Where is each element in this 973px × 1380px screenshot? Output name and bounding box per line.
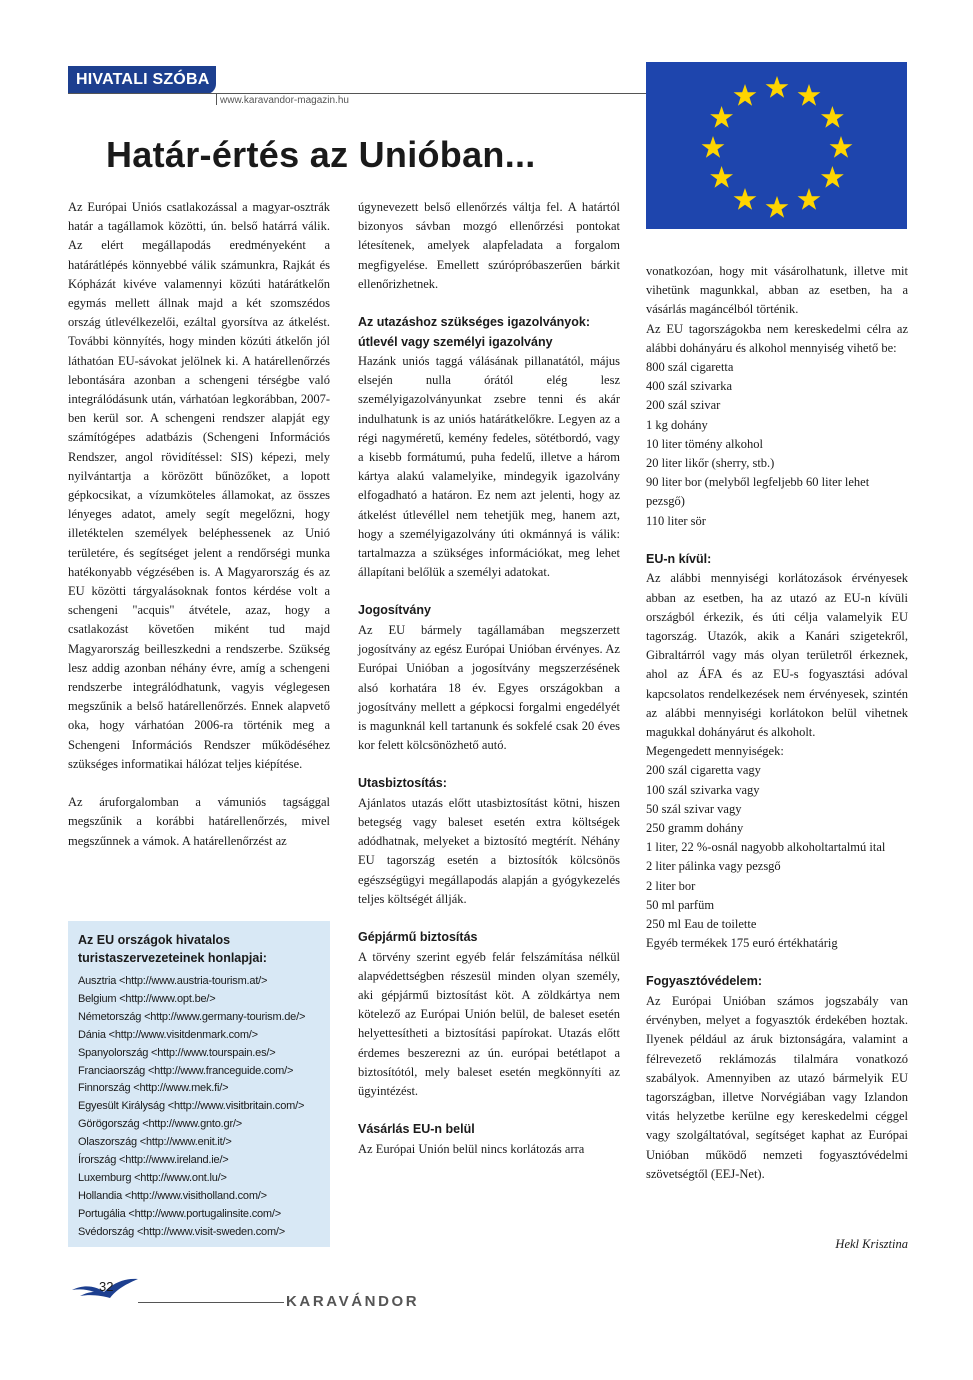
list-item: 1 kg dohány	[646, 417, 708, 432]
link-item[interactable]: Dánia <http://www.visitdenmark.com/>	[78, 1028, 258, 1041]
paragraph: A törvény szerint egyéb felár felszámítása nélkül alapvédettségben részesül minden olyan személy, aki gépjármű biztosítást köt. A zöldkártya nem kötelező az Európai Unión belül, de baleset esetén helyettesítheti a biztosítási papírokat. Utazás előtt érdemes beszerezni az ún. európai betétlapot a biztosítótól, mely baleset esetén megkönnyíti az ügyintézést.	[358, 949, 620, 1099]
link-item[interactable]: Portugália <http://www.portugalinsite.com/>	[78, 1207, 281, 1220]
footer-divider	[138, 1302, 284, 1303]
list-item: 90 liter bor (melyből legfeljebb 60 liter lehet pezsgő)	[646, 475, 870, 509]
link-item[interactable]: Görögország <http://www.gnto.gr/>	[78, 1118, 242, 1131]
list-item: 250 gramm dohány	[646, 820, 744, 835]
link-item[interactable]: Finnország <http://www.mek.fi/>	[78, 1082, 229, 1095]
list-item: 100 szál szivarka vagy	[646, 782, 760, 797]
links-box-title: Az EU országok hivatalos turistaszervezeteinek honlapjai:	[78, 933, 267, 965]
paragraph: úgynevezett belső ellenőrzés váltja fel. A határtól bizonyos sávban mozgó ellenőrzési pontokat létesítenek, amelyek alapfeladata a forgalom megfigyelése. Emellett szúrópróbaszerűen bárkit ellenőrizhetnek.	[358, 200, 620, 291]
list-item: Egyéb termékek 175 euró értékhatárig	[646, 936, 838, 951]
subheading-license: Jogosítvány	[358, 603, 431, 618]
eu-limits-list	[646, 358, 908, 531]
link-item[interactable]: Írország <http://www.ireland.ie/>	[78, 1154, 229, 1167]
page-number: 32	[99, 1279, 114, 1294]
eu-star-icon	[798, 188, 821, 210]
list-item: 10 liter tömény alkohol	[646, 436, 763, 451]
list-item: 2 liter bor	[646, 878, 696, 893]
author-name: Hekl Krisztina	[835, 1237, 908, 1251]
paragraph: Hazánk uniós taggá válásának pillanatától, május elsején nulla órától elég lesz személyigazolványunkat zsebre tenni és akár indulhatunk is az uniós határátkelőkre. Legyen az a régi nagyméretű, kemény fedeles, sötétbordó, vagy a kisebb formátumú, puha fedelű, illetve a három kártya alakú valamelyike, mindegyik igazolvány elfogadható a határon. Ez nem azt jelenti, hogy az átkelést útlevéllel nem tehetjük meg, hanem azt, hogy a személyigazolvány úti okmánnyá is válik: tartalmazza a szükséges információkat, meg lehet állapítani belőlük a személyi adatokat.	[358, 354, 620, 580]
section-label: HIVATALI SZÓBA	[68, 66, 216, 94]
list-item: 250 ml Eau de toilette	[646, 917, 757, 931]
magazine-name: KARAVÁNDOR	[286, 1293, 420, 1310]
link-item[interactable]: Svédország <http://www.visit-sweden.com/>	[78, 1225, 286, 1238]
subheading-ids: Az utazáshoz szükséges igazolványok: útlevél vagy személyi igazolvány	[358, 315, 591, 349]
list-item: 200 szál cigaretta vagy	[646, 763, 761, 778]
eu-star-icon	[734, 188, 757, 210]
header-divider	[68, 93, 646, 94]
eu-star-icon	[798, 84, 821, 106]
eu-star-icon	[821, 166, 844, 188]
customs-paragraph: Az áruforgalomban a vámuniós tagsággal megszűnik a korábbi határellenőrzés, mivel megszűnnek a vámok. A határellenőrzést az	[68, 795, 330, 848]
header-divider-vertical	[216, 93, 217, 105]
paragraph: Ajánlatos utazás előtt utasbiztosítást kötni, hiszen betegség vagy baleset esetén extra költségek adódhatnak, melyeket a biztosító megtérít. Néhány EU tagország esetén a biztosítók kölcsönös egészségügyi megállapodás alapján a gyógykezelés teljes költségét állják.	[358, 795, 620, 906]
link-item[interactable]: Franciaország <http://www.franceguide.com/>	[78, 1064, 294, 1077]
list-item: 1 liter, 22 %-osnál nagyobb alkoholtartalmú ital	[646, 840, 886, 855]
subheading-insurance: Utasbiztosítás:	[358, 776, 447, 791]
subheading-shopping: Vásárlás EU-n belül	[358, 1122, 475, 1137]
article-column-3	[646, 262, 908, 1184]
tourism-links-box	[68, 921, 330, 1247]
paragraph: Az Európai Unióban számos jogszabály van érvényben, melyet a fogyasztók érdekében hoztak. Ilyenek például az áruk biztonságára, valamint a félrevezető reklámozás tilalmára vonatkozó szabályok. Amennyiben az utazó bármelyik EU tagországban, illetve Norvégiában vagy Izlandon vitás helyzetbe kerülne egy kereskedelmi céggel vagy szolgáltatóval, segítséget kaphat az Európai Unióban működő nemzeti fogyasztóvédelmi szövetségtől (EEJ-Net).	[646, 993, 908, 1181]
eu-star-icon	[710, 166, 733, 188]
eu-star-icon	[830, 136, 853, 158]
paragraph: Az EU bármely tagállamában megszerzett jogosítvány az egész Európai Unióban érvényes. Az Európai Unióban a jogosítvány megszerzésének alsó korhatára 18 év. Egyes országokban a jogosítvány mellett a gépkocsi forgalmi engedélyét is magunknál kell tartanunk és sokfelé csak 20 éves kor felett kölcsönözhető autó.	[358, 622, 620, 753]
link-item[interactable]: Spanyolország <http://www.tourspain.es/>	[78, 1046, 276, 1059]
link-item[interactable]: Németország <http://www.germany-tourism.de/>	[78, 1010, 306, 1023]
list-item: 400 szál szivarka	[646, 379, 733, 394]
list-item: 20 liter likőr (sherry, stb.)	[646, 456, 775, 471]
list-item: 50 szál szivar vagy	[646, 801, 742, 816]
links-list	[78, 973, 330, 1242]
intro-paragraph: Az Európai Uniós csatlakozással a magyar-osztrák határ a tagállamok közötti, ún. belső határrá válik. Az elért megállapodás eredményeként a határátlépés könnyebbé válik számunkra, Rajkát és Kópházát kivéve valamennyi közúti határátkelőn egymás mellett állnak majd a két szomszédos ország útlevélkezelői, ezáltal gyorsítva az átkelést. További könnyítés, hogy minden közúti átkelőn jól láthatóan EU-sávokat jelölnek ki. A határellenőrzés lebontására azonban a schengeni térségbe való integrálódásunk után, várhatóan legkorábban, 2007-ben kerül sor. A schengeni rendszer alapját egy számítógépes adatbázis (Schengeni Információs Rendszer, angol rövidítéssel: SIS) képezi, mely nyilvántartja a körözött bűnözőket, a lopott gépkocsikat, a vízumköteles államokat, az összes lényeges adatot, amely segít megelőzni, hogy illetéktelen személyek beléphessenek az Unió területére, és segítséget jelent a rendőrségi munka hatékonyabb végzésében is. A Magyarország és az EU közötti tárgyalásoknak fontos kérdése volt a schengeni "acquis" átvétele, azaz, hogy a csatlakozást követően miként tud majd Magyarország beilleszkedni a rendszerbe. Szükség lesz addig azonban néhány évre, amíg a schengeni rendszerbe integrálódhatunk, vagyis véglegesen megszűnik a belső határellenőrzés. Ennek alapvető oka, hogy várhatóan 2006-ra történik meg a Schengeni Információs Rendszer működéséhez szükséges informatikai hálózat teljes kiépítése.	[68, 200, 330, 771]
subheading-consumer-protection: Fogyasztóvédelem:	[646, 974, 763, 989]
eu-star-icon	[766, 76, 789, 98]
link-item[interactable]: Ausztria <http://www.austria-tourism.at/>	[78, 975, 268, 987]
subheading-outside-eu: EU-n kívül:	[646, 551, 712, 566]
list-item: 200 szál szivar	[646, 398, 721, 413]
link-item[interactable]: Luxemburg <http://www.ont.lu/>	[78, 1171, 227, 1184]
eu-star-icon	[821, 106, 844, 128]
site-url[interactable]: www.karavandor-magazin.hu	[220, 95, 349, 106]
page-title: Határ-értés az Unióban...	[106, 134, 536, 175]
allowed-label: Megengedett mennyiségek:	[646, 744, 784, 759]
list-item: 2 liter pálinka vagy pezsgő	[646, 859, 781, 874]
article-column-2	[358, 198, 620, 1159]
paragraph: Az alábbi mennyiségi korlátozások érvényesek abban az esetben, ha az utazó az EU-n kívüli országból érkezik, és úti célja valamelyik EU tagország. Utazók, akik a Kanári szigetekről, Gibraltárról vagy más olyan területről érkeznek, ahol az ÁFA és az EU-s fogyasztási adóval kapcsolatos rendelkezések nem érvényesek, szintén az alábbi mennyiségi korlátokon belül vihetnek magukkal dohányárut és alkoholt.	[646, 571, 908, 739]
article-column-1	[68, 198, 330, 851]
eu-star-icon	[702, 136, 725, 158]
subheading-car-insurance: Gépjármű biztosítás	[358, 930, 478, 945]
eu-flag-icon	[646, 62, 907, 229]
list-item: 50 ml parfüm	[646, 897, 715, 912]
paragraph: vonatkozóan, hogy mit vásárolhatunk, illetve mit vihetünk magunkkal, abban az esetben, ha a vásárlás magáncélból történik.	[646, 264, 908, 317]
link-item[interactable]: Egyesült Királyság <http://www.visitbritain.com/>	[78, 1100, 305, 1113]
list-item: 110 liter sör	[646, 513, 706, 528]
link-item[interactable]: Belgium <http://www.opt.be/>	[78, 992, 216, 1005]
outside-limits-list	[646, 761, 908, 953]
eu-star-icon	[734, 84, 757, 106]
eu-star-icon	[710, 106, 733, 128]
eu-star-icon	[766, 196, 789, 218]
link-item[interactable]: Hollandia <http://www.visitholland.com/>	[78, 1189, 267, 1202]
paragraph: Az Európai Unión belül nincs korlátozás arra	[358, 1141, 585, 1156]
list-item: 800 szál cigaretta	[646, 360, 734, 375]
paragraph: Az EU tagországokba nem kereskedelmi célra az alábbi dohányáru és alkohol mennyiség vihető be:	[646, 321, 908, 355]
link-item[interactable]: Olaszország <http://www.enit.it/>	[78, 1136, 232, 1149]
